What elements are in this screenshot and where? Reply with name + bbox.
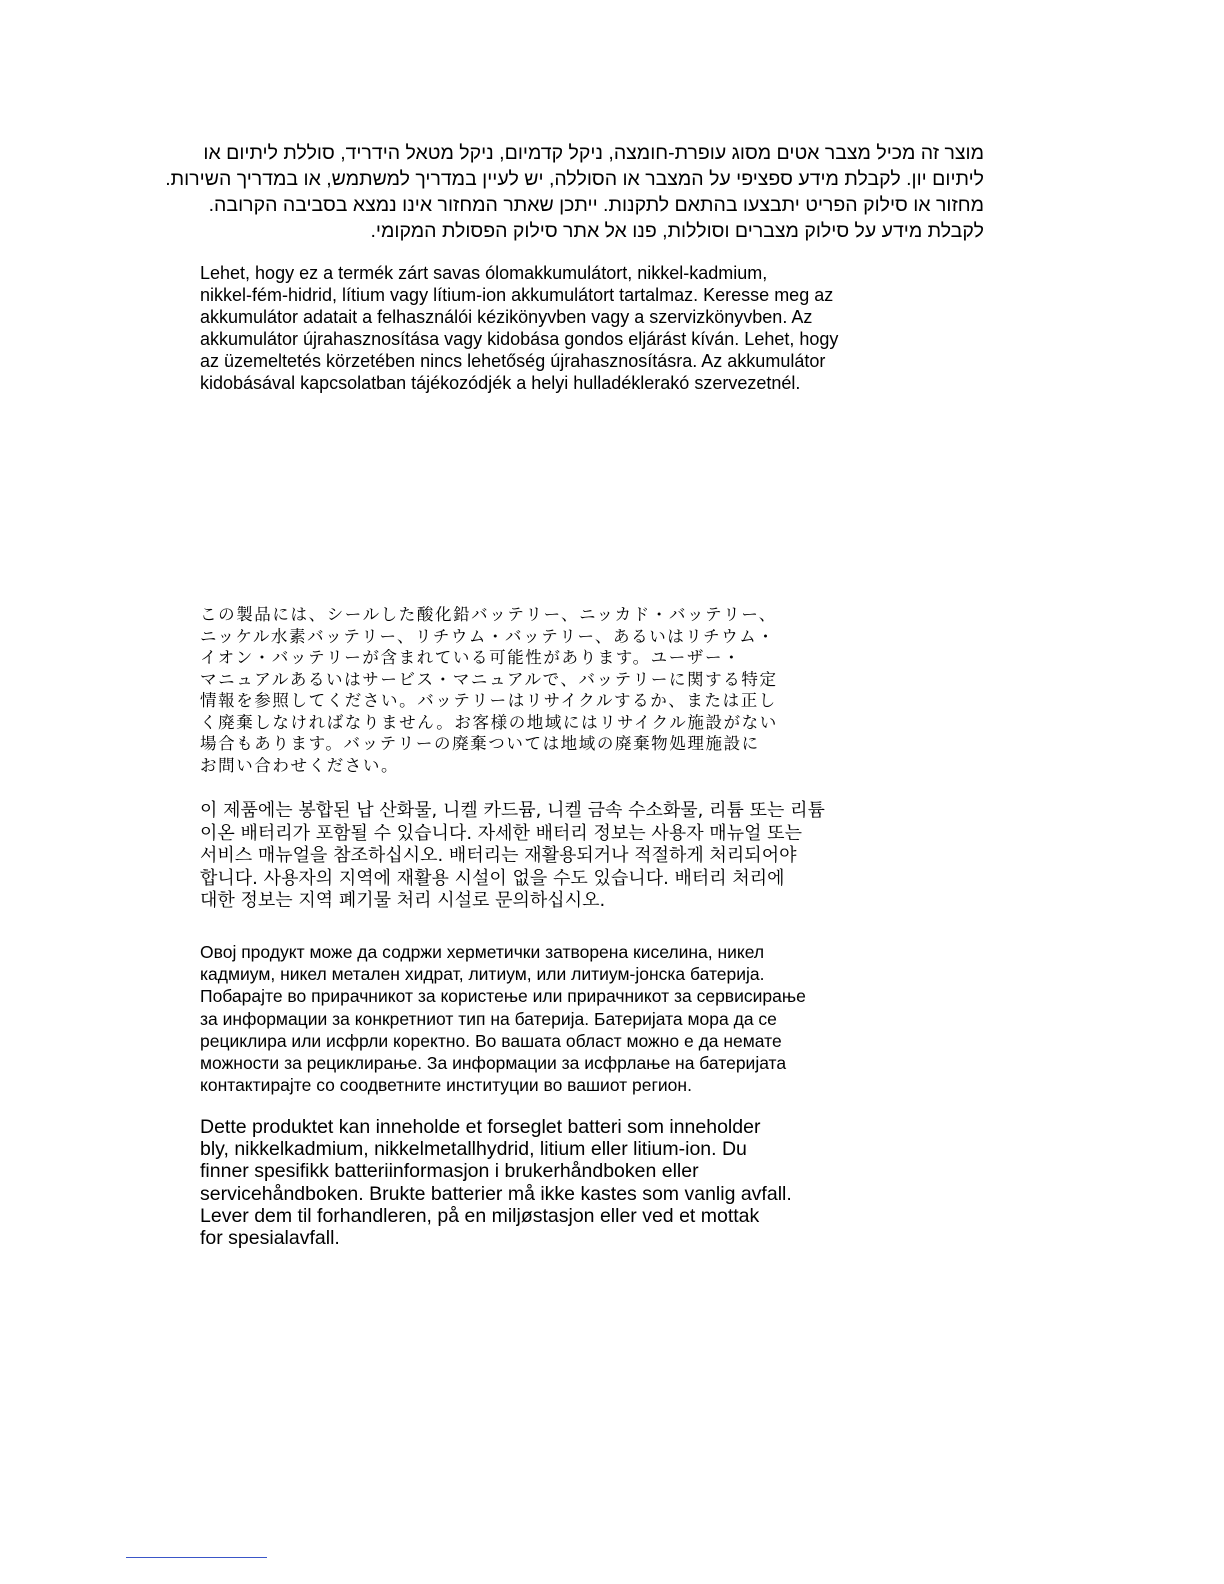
text-line: servicehåndboken. Brukte batterier må ikke kastes som vanlig avfall.	[200, 1182, 792, 1205]
footer-divider	[126, 1557, 267, 1558]
text-line: akkumulátor adatait a felhasználói kézikönyvben vagy a szervizkönyvben. Az	[200, 307, 813, 327]
text-line: контактирајте со соодветните институции во вашиот регион.	[200, 1075, 692, 1096]
norwegian-paragraph	[200, 1116, 792, 1249]
text-line: akkumulátor újrahasznosítása vagy kidobása gondos eljárást kíván. Lehet, hogy	[200, 329, 839, 349]
hungarian-paragraph	[200, 262, 838, 394]
text-line: 場合もあります。バッテリーの廃棄ついては地域の廃棄物処理施設に	[200, 734, 760, 753]
hebrew-paragraph	[124, 140, 984, 244]
text-line: bly, nikkelkadmium, nikkelmetallhydrid, litium eller litium-ion. Du	[200, 1138, 747, 1161]
text-line: Овој продукт може да содржи херметички затворена киселина, никел	[200, 942, 765, 962]
text-line: 이 제품에는 봉합된 납 산화물, 니켈 카드뮴, 니켈 금속 수소화물, 리튬 또는 리튬	[200, 800, 825, 821]
japanese-paragraph	[200, 604, 778, 776]
text-line: 이온 배터리가 포함될 수 있습니다. 자세한 배터리 정보는 사용자 매뉴얼 또는	[200, 822, 802, 844]
text-line: 대한 정보는 지역 폐기물 처리 시설로 문의하십시오.	[200, 890, 606, 911]
text-line: ליתיום יון. לקבלת מידע ספציפי על המצבר או הסוללה, יש לעיין במדריך למשתמש, או במדריך השירות.	[165, 168, 984, 190]
text-line: イオン・バッテリーが含まれている可能性があります。ユーザー・	[200, 648, 742, 667]
text-line: 서비스 매뉴얼을 참조하십시오. 배터리는 재활용되거나 적절하게 처리되어야	[200, 845, 797, 866]
text-line: рециклира или исфрли коректно. Во вашата област можно е да немате	[200, 1030, 782, 1051]
text-line: кадмиум, никел метален хидрат, литиум, или литиум-јонска батерија.	[200, 964, 765, 985]
korean-paragraph	[200, 800, 825, 913]
text-line: finner spesifikk batteriinformasjon i brukerhåndboken eller	[200, 1160, 699, 1183]
text-line: く廃棄しなければなりません。お客様の地域にはリサイクル施設がない	[200, 712, 778, 732]
text-line: ニッケル水素バッテリー、リチウム・バッテリー、あるいはリチウム・	[200, 626, 776, 646]
text-line: az üzemeltetés körzetében nincs lehetőség újrahasznosításra. Az akkumulátor	[200, 351, 826, 371]
text-line: この製品には、シールした酸化鉛バッテリー、ニッカド・バッテリー、	[200, 605, 777, 624]
text-line: מחזור או סילוק הפריט יתבצעו בהתאם לתקנות. ייתכן שאתר המחזור אינו נמצא בסביבה הקרובה.	[208, 194, 984, 216]
text-line: お問い合わせください。	[200, 755, 400, 775]
text-line: за информации за конкретниот тип на батерија. Батеријата мора да се	[200, 1008, 777, 1029]
text-line: Lever dem til forhandleren, på en miljøstasjon eller ved et mottak	[200, 1204, 760, 1227]
text-line: можности за рециклирање. За информации за исфрлање на батеријата	[200, 1053, 787, 1074]
text-line: מוצר זה מכיל מצבר אטים מסוג עופרת-חומצה, ניקל קדמיום, ניקל מטאל הידריד, סוללת ליתיום או	[203, 142, 984, 164]
text-line: לקבלת מידע על סילוק מצברים וסוללות, פנו אל אתר סילוק הפסולת המקומי.	[370, 220, 984, 242]
text-line: Lehet, hogy ez a termék zárt savas ólomakkumulátort, nikkel-kadmium,	[200, 263, 768, 283]
text-line: Dette produktet kan inneholde et forseglet batteri som inneholder	[200, 1116, 761, 1138]
text-line: nikkel-fém-hidrid, lítium vagy lítium-ion akkumulátort tartalmaz. Keresse meg az	[200, 285, 834, 305]
text-line: マニュアルあるいはサービス・マニュアルで、バッテリーに関する特定	[200, 669, 778, 689]
text-line: Побарајте во прирачникот за користење или прирачникот за сервисирање	[200, 986, 806, 1007]
text-line: 情報を参照してください。バッテリーはリサイクルするか、または正し	[200, 691, 777, 710]
text-line: for spesialavfall.	[200, 1227, 340, 1250]
macedonian-paragraph	[200, 941, 806, 1096]
text-line: kidobásával kapcsolatban tájékozódjék a helyi hulladéklerakó szervezetnél.	[200, 373, 801, 393]
text-line: 합니다. 사용자의 지역에 재활용 시설이 없을 수도 있습니다. 배터리 처리에	[200, 867, 785, 889]
